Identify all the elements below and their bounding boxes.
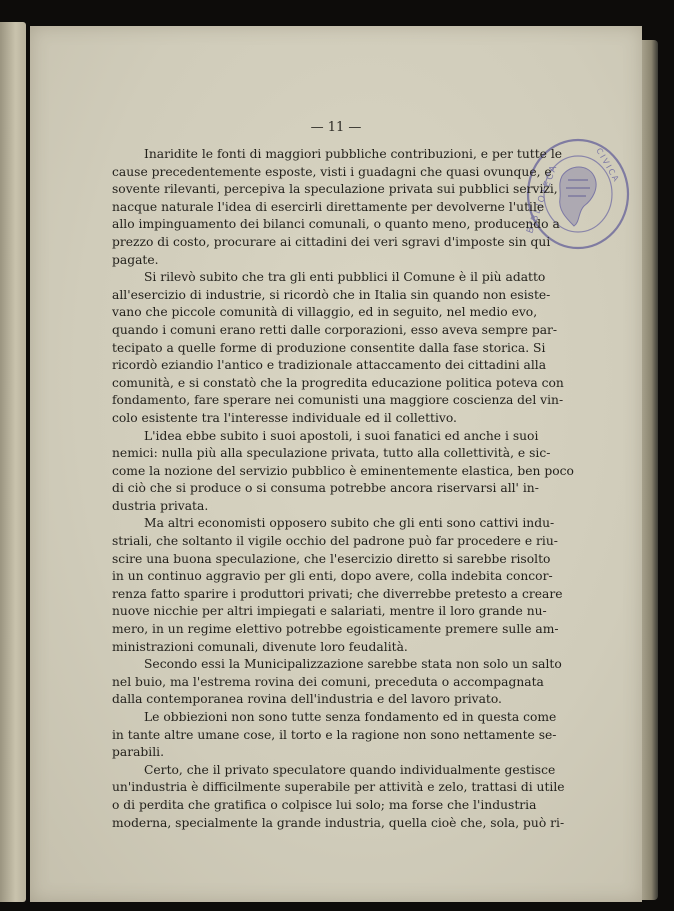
text-line: come la nozione del servizio pubblico è eminentemente elastica, ben poco <box>112 463 574 478</box>
text-line: prezzo di costo, procurare ai cittadini dei veri sgravi d'imposte sin qui <box>112 234 551 249</box>
text-line: mero, in un regime elettivo potrebbe egoisticamente premere sulle am- <box>112 622 559 637</box>
text-line: ricordò eziandio l'antico e tradizionale attaccamento dei cittadini alla <box>112 358 547 373</box>
svg-text:BIBLIOTECA: BIBLIOTECA <box>525 162 560 236</box>
text-line: o di perdita che gratifica o colpisce lui solo; ma forse che l'industria <box>112 797 537 812</box>
text-line: nuove nicchie per altri impiegati e salariati, mentre il loro grande nu- <box>112 604 547 619</box>
text-line: Inaridite le fonti di maggiori pubbliche contribuzioni, e per tutte le <box>144 147 563 161</box>
text-line: in un continuo aggravio per gli enti, dopo avere, colla indebita concor- <box>112 569 553 584</box>
text-line: comunità, e si constatò che la progredita educazione politica poteva con <box>112 375 564 390</box>
text-line: L'idea ebbe subito i suoi apostoli, i suoi fanatici ed anche i suoi <box>144 428 539 443</box>
text-line: parabili. <box>112 745 164 760</box>
text-line: sovente rilevanti, percepiva la speculazione privata sui pubblici servizi, <box>112 182 558 197</box>
text-line: renza fatto sparire i produttori privati; che diverrebbe pretesto a creare <box>112 586 563 601</box>
text-line: cause precedentemente esposte, visti i guadagni che quasi ovunque, e <box>112 164 552 179</box>
text-line: nemici: nulla più alla speculazione privata, tutto alla collettività, e sic- <box>112 446 551 461</box>
text-line: Certo, che il privato speculatore quando individualmente gestisce <box>144 762 556 777</box>
text-line: colo esistente tra l'interesse individuale ed il collettivo. <box>112 410 457 425</box>
text-line: Ma altri economisti opposero subito che gli enti sono cattivi indu- <box>144 516 555 531</box>
text-line: pagate. <box>112 252 159 267</box>
svg-text:CIVICA: CIVICA <box>594 146 622 185</box>
text-line: tecipato a quelle forme di produzione consentite dalla fase storica. Si <box>112 340 546 355</box>
text-line: in tante altre umane cose, il torto e la ragione non sono nettamente se- <box>112 727 557 742</box>
page-number: — 11 — <box>310 120 362 135</box>
text-line: all'esercizio di industrie, si ricordò che in Italia sin quando non esiste- <box>112 287 551 302</box>
text-line: Le obbiezioni non sono tutte senza fondamento ed in questa come <box>144 710 557 724</box>
text-line: dalla contemporanea rovina dell'industria e del lavoro privato. <box>112 692 502 707</box>
text-line: nacque naturale l'idea di esercirli direttamente per devolverne l'utile <box>112 199 545 214</box>
text-line: moderna, specialmente la grande industria, quella cioè che, sola, può ri- <box>112 815 565 830</box>
text-line: striali, che soltanto il vigile occhio del padrone può far procedere e riu- <box>112 534 558 549</box>
text-line: quando i comuni erano retti dalle corporazioni, esso aveva sempre par- <box>112 322 558 337</box>
facing-page-edge <box>0 22 26 902</box>
text-line: un'industria è difficilmente superabile per attività e zelo, trattasi di utile <box>112 780 565 795</box>
text-line: di ciò che si produce o si consuma potrebbe ancora riservarsi all' in- <box>112 481 539 496</box>
text-line: scire una buona speculazione, che l'esercizio diretto si sarebbe risolto <box>112 551 551 566</box>
text-line: vano che piccole comunità di villaggio, ed in seguito, nel medio evo, <box>112 305 538 320</box>
text-line: Secondo essi la Municipalizzazione sarebbe stata non solo un salto <box>144 657 562 672</box>
text-line: nel buio, ma l'estrema rovina dei comuni, preceduta o accompagnata <box>112 674 544 689</box>
text-line: allo impinguamento dei bilanci comunali, o quanto meno, producendo a <box>112 217 560 232</box>
text-line: dustria privata. <box>112 498 209 513</box>
text-line: ministrazioni comunali, divenute loro feudalità. <box>112 639 408 654</box>
text-line: fondamento, fare sperare nei comunisti una maggiore coscienza del vin- <box>112 393 564 408</box>
text-line: Si rilevò subito che tra gli enti pubblici il Comune è il più adatto <box>144 270 546 285</box>
